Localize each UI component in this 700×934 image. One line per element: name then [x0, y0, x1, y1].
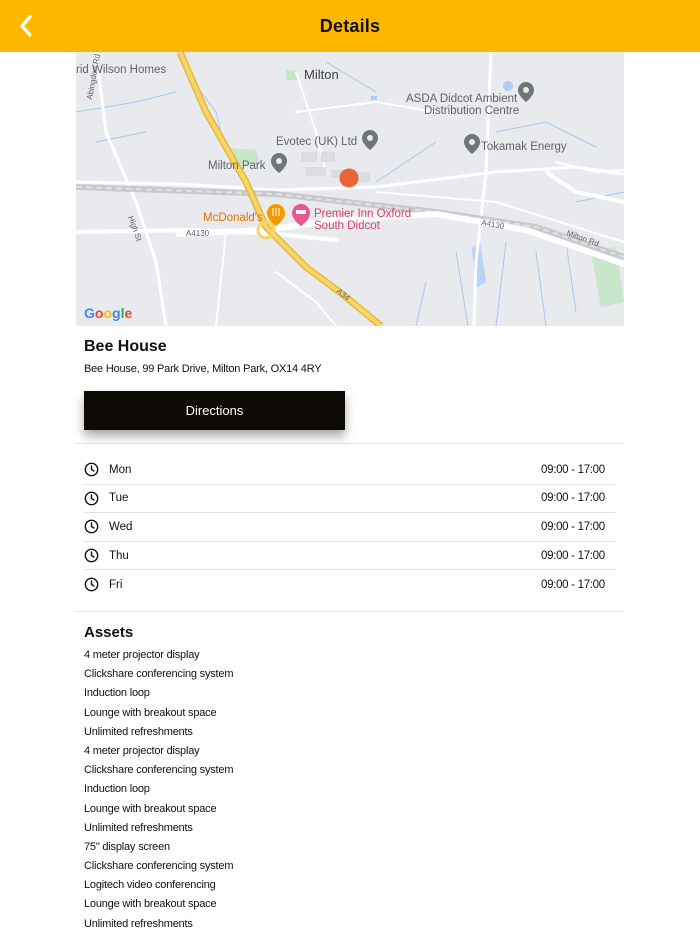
venue-marker-icon[interactable]: [340, 169, 359, 188]
venue-name: Bee House: [84, 338, 167, 355]
list-item: Induction loop: [84, 687, 150, 700]
location-map[interactable]: [76, 52, 624, 326]
clock-icon: [84, 490, 101, 507]
list-item: Clickshare conferencing system: [84, 668, 234, 681]
hours-row-tue: [84, 485, 615, 514]
map-label-tokamak: Tokamak Energy: [481, 141, 567, 153]
google-logo: Google: [84, 305, 133, 321]
directions-button[interactable]: Directions: [84, 391, 345, 430]
page-title: Details: [319, 15, 381, 36]
map-label-asda-2: Distribution Centre: [424, 105, 520, 117]
list-item: 75" display screen: [84, 840, 170, 853]
list-item: Lounge with breakout space: [84, 706, 217, 719]
chevron-left-icon: [19, 15, 33, 37]
map-label-mcdonalds: McDonald's: [203, 212, 263, 224]
list-item: Unlimited refreshments: [84, 917, 193, 930]
hours-time: 09:00 - 17:00: [541, 463, 605, 476]
hours-day: Thu: [109, 549, 129, 562]
list-item: Lounge with breakout space: [84, 802, 217, 815]
map-label-asda-1: ASDA Didcot Ambient: [406, 93, 518, 105]
list-item: 4 meter projector display: [84, 649, 200, 661]
map-label-a34: A34: [334, 286, 352, 303]
map-label-premier-2: South Didcot: [314, 220, 380, 232]
list-item: Lounge with breakout space: [84, 898, 217, 911]
map-label-premier-1: Premier Inn Oxford: [314, 208, 412, 220]
assets-list: [84, 646, 233, 934]
hours-time: 09:00 - 17:00: [541, 549, 605, 562]
hours-row-fri: [84, 570, 615, 599]
list-item: Logitech video conferencing: [84, 879, 216, 892]
map-label-a4130-right: A4130: [480, 218, 506, 231]
hours-row-thu: [84, 542, 615, 571]
map-label-milton-rd: Milton Rd: [565, 228, 601, 249]
list-item: 4 meter projector display: [84, 744, 200, 757]
hours-time: 09:00 - 17:00: [541, 578, 605, 591]
hours-day: Mon: [109, 463, 132, 476]
hours-day: Tue: [109, 492, 129, 505]
hours-row-mon: [84, 456, 615, 485]
hours-time: 09:00 - 17:00: [541, 492, 605, 505]
map-label-a4130-left: A4130: [186, 229, 210, 238]
clock-icon: [84, 576, 101, 593]
clock-icon: [84, 461, 101, 478]
list-item: Clickshare conferencing system: [84, 764, 234, 777]
map-label-evotec: Evotec (UK) Ltd: [276, 136, 358, 148]
list-item: Clickshare conferencing system: [84, 860, 234, 873]
hours-time: 09:00 - 17:00: [541, 520, 605, 533]
list-item: Induction loop: [84, 783, 150, 796]
opening-hours: [84, 456, 615, 599]
venue-address: Bee House, 99 Park Drive, Milton Park, OX14 4RY: [84, 363, 322, 375]
map-label-wilson-homes: rid Wilson Homes: [76, 64, 167, 76]
divider: [76, 443, 624, 444]
map-label-high-st: High St: [126, 214, 144, 243]
top-bar: [0, 0, 700, 52]
map-label-abingdon-rd: Abingdon Rd: [85, 53, 103, 101]
clock-icon: [84, 518, 101, 535]
hours-day: Wed: [109, 520, 133, 533]
hours-row-wed: [84, 513, 615, 542]
map-label-milton-park: Milton Park: [208, 160, 266, 172]
hours-day: Fri: [109, 578, 123, 591]
clock-icon: [84, 547, 101, 564]
assets-heading: Assets: [84, 624, 134, 641]
divider: [76, 611, 624, 612]
back-button[interactable]: [12, 12, 40, 40]
list-item: Unlimited refreshments: [84, 725, 193, 738]
map-label-milton: Milton: [304, 67, 339, 82]
list-item: Unlimited refreshments: [84, 821, 193, 834]
